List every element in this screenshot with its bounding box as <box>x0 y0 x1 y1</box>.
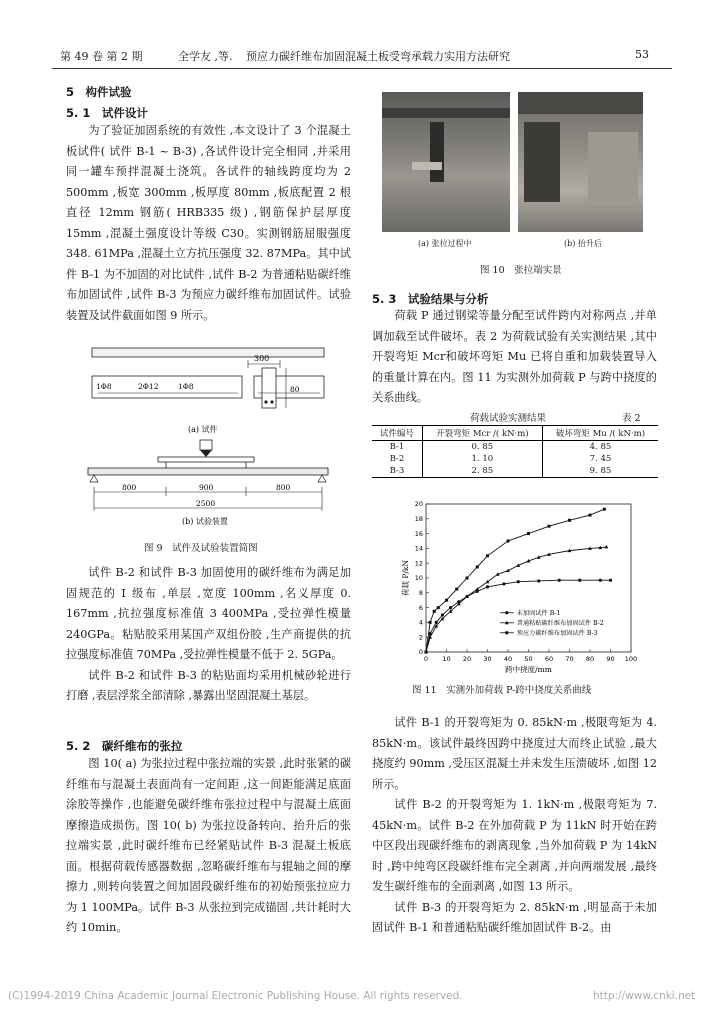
copyright-footer: (C)1994-2019 China Academic Journal Electronic Publishing House. All rights reserved. <box>8 990 463 1002</box>
slab-plan <box>92 348 324 357</box>
data-point <box>568 519 571 522</box>
data-point <box>558 579 561 582</box>
y-axis-label: 荷载 P/kN <box>401 559 410 597</box>
paragraph-tensioning: 图 10( a) 为张拉过程中张拉端的实景 ,此时张紧的碳纤维布与混凝土表面尚有一定间距 ,这一间距能满足底面涂胶等操作 ,也能避免碳纤维布张拉过程中与混凝土底面摩擦造成损伤。图 10( b) 为张拉设备转向、抬升后的张拉端实景 ,此时碳纤维布已经紧贴试件 B-3 混凝土板底面。根据荷载传感器数据 ,忽略碳纤维布与辊轴之间的摩擦力 ,则转向装置之间加固段碳纤维布的初始预张拉应力为 1 100MPa。试件 B-3 从张拉到完成锚固 ,共计耗时大约 10min。 <box>66 757 351 934</box>
header-authors: 全学友 ,等. <box>178 50 233 63</box>
table-cell: 0. 85 <box>422 441 542 454</box>
data-point <box>505 611 508 614</box>
x-tick-label: 40 <box>503 655 513 663</box>
header-rule <box>52 68 672 69</box>
data-point <box>435 621 438 624</box>
data-point <box>449 606 452 609</box>
page-number: 53 <box>635 48 649 61</box>
table-row <box>372 441 658 454</box>
data-point <box>537 579 540 582</box>
left-support <box>90 475 98 482</box>
y-tick-label: 16 <box>414 529 423 538</box>
test-slab <box>88 468 328 475</box>
figure-9a-caption: (a) 试件 <box>188 425 218 434</box>
figure-11-chart <box>398 498 648 676</box>
data-point <box>609 579 612 582</box>
dim-300-label: 300 <box>254 354 270 363</box>
table-header-cell: 试件编号 <box>379 429 414 439</box>
figure-10a-caption: (a) 张拉过程中 <box>418 239 472 248</box>
data-point <box>578 579 581 582</box>
paragraph-specimen-results: 试件 B-1 的开裂弯矩为 0. 85kN·m ,极限弯矩为 4. 85kN·m。该试件最终因跨中挠度过大而终止试验 ,最大挠度约 90mm ,受压区混凝土并未发生压溃破坏 ,如图 12 所示。 试件 B-2 的开裂弯矩为 1. 1kN·m ,极限弯矩为 7. 45kN·m。试件 B-2 在外加荷载 P 为 11kN 时开始在跨中区段出现碳纤维布的剥离现象 ,当外加荷载 P 为 14kN 时 ,跨中纯弯区段碳纤维布完全剥离 ,并向两端发展 ,最终发生碳纤维布的全面剥离 ,如图 13 所示。 试件 B-3 的开裂弯矩为 2. 85kN·m ,明显高于未加固试件 B-1 和普通粘贴碳纤维加固试件 B-2。由 <box>372 716 657 934</box>
rebar-label-1: 1Φ8 <box>96 382 112 391</box>
slab-elevation <box>92 376 242 398</box>
paragraph-specimen-design: 为了验证加固系统的有效性 ,本文设计了 3 个混凝土板试件( 试件 B-1 ~ B-3) ,各试件设计完全相同 ,并采用同一罐车预拌混凝土浇筑。各试件的轴线跨度均为 2 500mm ,板宽 300mm ,板厚度 80mm ,板底配置 2 根直径 12mm 钢筋( HRB335 级) ,钢筋保护层厚度 15mm ,混凝土强度设计等级 C30。实测钢筋屈服强度 348. 61MPa ,混凝土立方抗压强度 32. 87MPa。其中试件 B-1 为不加固的对比试件 ,试件 B-2 为普通粘贴碳纤维布加固试件 ,试件 B-3 为预应力碳纤维布加固试件。试验装置及试件截面如图 9 所示。 <box>66 124 351 322</box>
y-tick-label: 10 <box>414 574 423 583</box>
figure-10b-caption: (b) 抬升后 <box>564 239 602 248</box>
data-point <box>476 565 479 568</box>
header-title: 预应力碳纤维布加固混凝土板受弯承载力实用方法研究 <box>246 50 510 63</box>
data-point <box>517 580 520 583</box>
journal-volume: 第 49 卷 第 2 期 <box>60 50 143 63</box>
table-2 <box>372 425 658 478</box>
slab-section <box>262 368 276 408</box>
data-point <box>603 508 606 511</box>
table-row <box>372 453 658 465</box>
data-point <box>445 599 448 602</box>
cnki-url[interactable]: http://www.cnki.net <box>593 990 696 1002</box>
y-tick-label: 12 <box>414 559 423 568</box>
y-tick-label: 8 <box>418 589 423 597</box>
data-point <box>505 631 508 634</box>
span-right-label: 800 <box>276 483 291 492</box>
data-point <box>437 606 440 609</box>
legend-entry: 预应力碳纤维布加固试件 B-3 <box>516 630 598 638</box>
table-cell: 2. 85 <box>422 465 542 478</box>
y-tick-label: 2 <box>418 633 423 642</box>
data-point <box>589 514 592 517</box>
y-tick-label: 18 <box>414 515 423 523</box>
data-point <box>486 585 489 588</box>
y-tick-label: 6 <box>418 603 423 612</box>
y-tick-label: 0 <box>418 648 423 657</box>
table-header-row <box>372 426 658 441</box>
table-cell: 1. 10 <box>422 453 542 465</box>
figure-11-caption: 图 11 实测外加荷载 P-跨中挠度关系曲线 <box>412 685 592 696</box>
x-axis-label: 跨中挠度/mm <box>505 665 552 674</box>
data-point <box>527 532 530 535</box>
right-support <box>318 475 326 482</box>
x-tick-label: 90 <box>606 655 615 663</box>
span-mid-label: 900 <box>199 483 214 492</box>
span-total-label: 2500 <box>196 499 216 508</box>
photo-tensioning-in-progress <box>382 92 510 232</box>
x-tick-label: 70 <box>565 655 574 663</box>
table-2-label: 表 2 <box>622 413 641 424</box>
table-cell: 9. 85 <box>542 465 658 478</box>
figure-9-diagram <box>78 340 338 538</box>
data-point <box>455 588 458 591</box>
figure-10-caption: 图 10 张拉端实景 <box>480 265 562 276</box>
photo-after-lifting <box>518 92 643 232</box>
table-row <box>372 465 658 478</box>
y-tick-label: 14 <box>414 544 423 553</box>
x-tick-label: 0 <box>423 655 429 663</box>
section-5-2-heading: 5. 2 碳纤维布的张拉 <box>66 739 183 753</box>
span-left-label: 800 <box>122 483 137 492</box>
x-tick-label: 30 <box>483 655 492 663</box>
y-tick-label: 4 <box>418 618 423 627</box>
figure-9-caption: 图 9 试件及试验装置简图 <box>144 543 258 554</box>
spreader-beam <box>158 457 254 462</box>
x-tick-label: 50 <box>524 655 533 663</box>
paragraph-results: 荷载 P 通过钢梁等量分配至试件跨内对称两点 ,并单调加载至试件破坏。表 2 为荷载试验有关实测结果 ,其中开裂弯矩 Mcr和破坏弯矩 Mu 已将自重和加载装置导入的重量计算在内。图 11 为实测外加荷载 P 与跨中挠度的关系曲线。 <box>372 309 657 404</box>
section-5-3-heading: 5. 3 试验结果与分析 <box>372 292 489 306</box>
data-point <box>441 613 444 616</box>
x-tick-label: 80 <box>585 655 595 663</box>
table-cell: 4. 85 <box>542 441 658 454</box>
x-tick-label: 20 <box>462 655 472 663</box>
data-point <box>548 525 551 528</box>
data-point <box>466 577 469 580</box>
data-point <box>599 579 602 582</box>
data-point <box>502 582 505 585</box>
rebar-label-3: 1Φ8 <box>178 382 194 391</box>
data-point <box>429 621 432 624</box>
x-tick-label: 60 <box>544 655 554 663</box>
x-tick-label: 10 <box>442 655 451 663</box>
load-arrow <box>200 440 212 450</box>
legend-entry: 普通粘贴碳纤维布加固试件 B-2 <box>516 620 604 628</box>
data-point <box>425 651 428 654</box>
table-2-title: 荷载试验实测结果 <box>470 413 547 424</box>
data-point <box>486 554 489 557</box>
data-point <box>507 540 510 543</box>
table-cell: 7. 45 <box>542 453 658 465</box>
rebar-label-2: 2Φ12 <box>138 382 159 391</box>
x-tick-label: 100 <box>624 655 638 663</box>
data-point <box>433 610 436 613</box>
y-tick-label: 20 <box>414 500 423 509</box>
table-cell: B-2 <box>389 454 405 464</box>
section-5-heading: 5 构件试验 <box>66 85 132 99</box>
section-5-1-heading: 5. 1 试件设计 <box>66 106 148 120</box>
dim-80-label: 80 <box>290 385 300 394</box>
paragraph-cfrp-material: 试件 B-2 和试件 B-3 加固使用的碳纤维布为满足加固规范的 Ⅰ 级布 ,单层 ,宽度 100mm ,名义厚度 0. 167mm ,抗拉强度标准值 3 400MPa ,受拉弹性模量 240GPa。粘贴胶采用某国产双组份胶 ,生产商提供的抗拉强度标准值 70MPa ,受拉弹性模量不低于 2. 5GPa。 试件 B-2 和试件 B-3 的粘贴面均采用机械砂轮进行打磨 ,表层浮浆全部清除 ,暴露出坚固混凝土基层。 <box>66 566 351 702</box>
table-header-cell: 开裂弯矩 Mcr /( kN·m) <box>422 426 542 441</box>
legend-entry: 未加固试件 B-1 <box>516 610 561 618</box>
table-header-cell: 破坏弯矩 Mu /( kN·m) <box>542 426 658 441</box>
figure-9b-caption: (b) 试验装置 <box>182 517 228 526</box>
table-cell: B-1 <box>389 442 405 452</box>
table-cell: B-3 <box>389 466 405 476</box>
